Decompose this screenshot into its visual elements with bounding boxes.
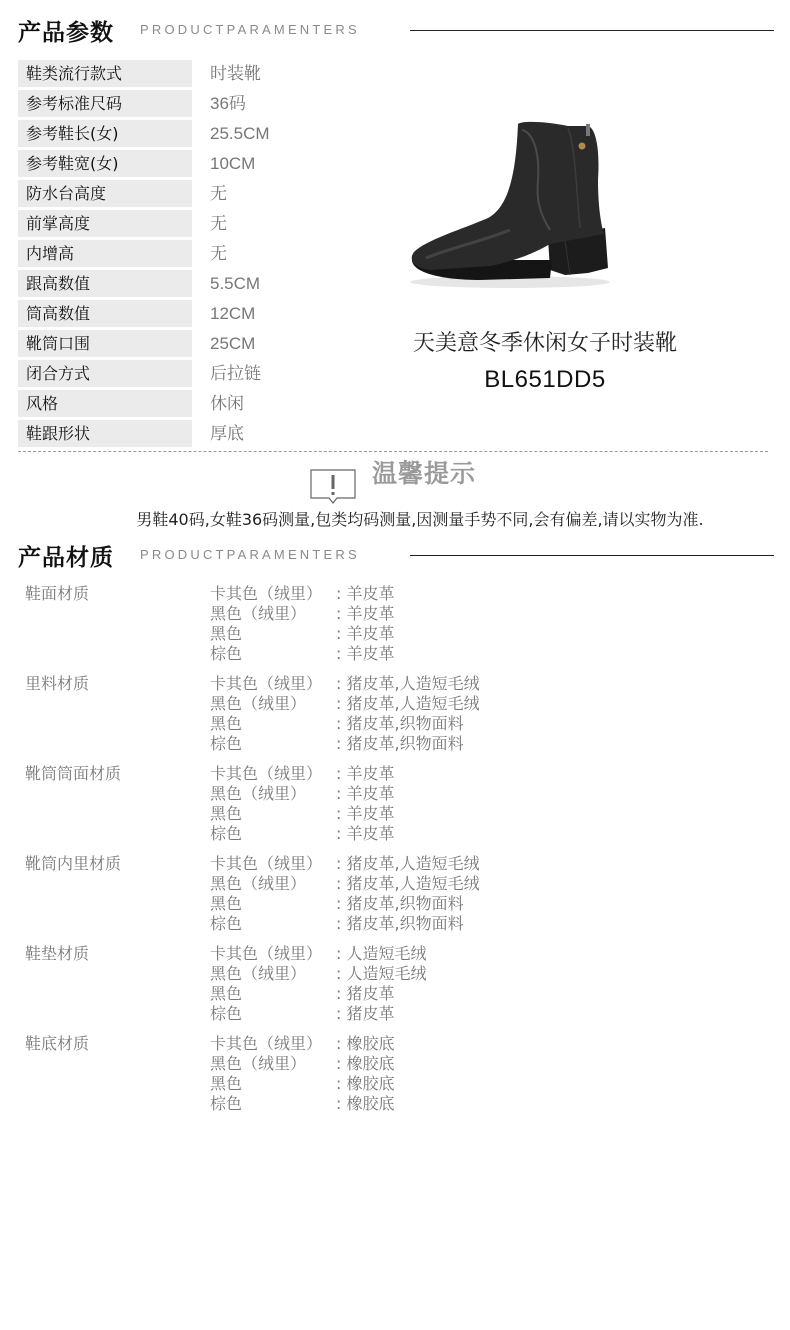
param-value: 厚底 — [210, 424, 244, 443]
params-section-header — [0, 8, 790, 48]
material-group — [0, 944, 790, 1032]
material-value: : 羊皮革 — [336, 644, 395, 663]
materials-section-subtitle: PRODUCTPARAMENTERS — [140, 547, 360, 562]
param-value: 25.5CM — [210, 124, 270, 143]
material-value: : 猪皮革,织物面料 — [336, 734, 464, 753]
params-section-subtitle: PRODUCTPARAMENTERS — [140, 22, 360, 37]
product-name: 天美意冬季休闲女子时装靴 — [412, 331, 677, 356]
material-color: 黑色（绒里） — [210, 784, 307, 803]
param-label: 防水台高度 — [18, 180, 192, 207]
material-color: 黑色 — [210, 1074, 243, 1093]
material-color: 黑色 — [210, 714, 243, 733]
material-color: 卡其色（绒里） — [210, 1034, 323, 1053]
param-label: 闭合方式 — [18, 360, 192, 387]
param-row — [18, 270, 338, 300]
material-group — [0, 1034, 790, 1122]
param-value: 休闲 — [210, 394, 244, 413]
material-color: 棕色 — [210, 824, 243, 843]
materials-section-title: 产品材质 — [18, 545, 114, 571]
param-row — [18, 390, 338, 420]
param-row — [18, 420, 338, 450]
param-value: 36码 — [210, 94, 246, 113]
material-color: 黑色（绒里） — [210, 874, 307, 893]
materials-section-divider — [410, 555, 774, 556]
material-color: 棕色 — [210, 914, 243, 933]
material-group — [0, 584, 790, 672]
material-value: : 猪皮革 — [336, 984, 395, 1003]
notice-alert-icon — [310, 468, 356, 506]
material-color: 卡其色（绒里） — [210, 674, 323, 693]
material-color: 黑色（绒里） — [210, 964, 307, 983]
param-label: 筒高数值 — [18, 300, 192, 327]
material-value: : 羊皮革 — [336, 804, 395, 823]
material-color: 棕色 — [210, 1004, 243, 1023]
material-color: 卡其色（绒里） — [210, 584, 323, 603]
param-label: 跟高数值 — [18, 270, 192, 297]
material-group — [0, 764, 790, 852]
material-label: 鞋面材质 — [25, 584, 90, 603]
param-row — [18, 210, 338, 240]
material-color: 卡其色（绒里） — [210, 764, 323, 783]
material-value: : 橡胶底 — [336, 1054, 395, 1073]
material-color: 黑色 — [210, 804, 243, 823]
param-row — [18, 330, 338, 360]
param-row — [18, 360, 338, 390]
param-label: 内增高 — [18, 240, 192, 267]
boot-illustration — [400, 110, 620, 295]
material-value: : 橡胶底 — [336, 1034, 395, 1053]
material-value: : 人造短毛绒 — [336, 964, 427, 983]
material-label: 鞋垫材质 — [25, 944, 90, 963]
param-value: 12CM — [210, 304, 256, 323]
param-label: 前掌高度 — [18, 210, 192, 237]
param-row — [18, 60, 338, 90]
param-label: 参考标准尺码 — [18, 90, 192, 117]
param-row — [18, 300, 338, 330]
notice-title: 温馨提示 — [372, 459, 477, 488]
material-color: 黑色（绒里） — [210, 604, 307, 623]
params-table — [18, 60, 338, 450]
material-value: : 人造短毛绒 — [336, 944, 427, 963]
material-value: : 猪皮革 — [336, 1004, 395, 1023]
material-color: 黑色（绒里） — [210, 694, 307, 713]
material-color: 卡其色（绒里） — [210, 854, 323, 873]
param-row — [18, 120, 338, 150]
material-color: 卡其色（绒里） — [210, 944, 323, 963]
param-label: 靴筒口围 — [18, 330, 192, 357]
param-label: 参考鞋长(女) — [18, 120, 192, 147]
material-label: 靴筒内里材质 — [25, 854, 122, 873]
material-color: 黑色 — [210, 624, 243, 643]
params-section-title: 产品参数 — [18, 20, 114, 46]
param-label: 参考鞋宽(女) — [18, 150, 192, 177]
param-label: 鞋跟形状 — [18, 420, 192, 447]
param-label: 鞋类流行款式 — [18, 60, 192, 87]
material-value: : 猪皮革,织物面料 — [336, 914, 464, 933]
material-value: : 猪皮革,人造短毛绒 — [336, 694, 480, 713]
material-color: 棕色 — [210, 1094, 243, 1113]
material-value: : 猪皮革,人造短毛绒 — [336, 854, 480, 873]
param-value: 25CM — [210, 334, 256, 353]
material-label: 里料材质 — [25, 674, 90, 693]
param-row — [18, 90, 338, 120]
material-color: 黑色 — [210, 984, 243, 1003]
param-value: 无 — [210, 214, 227, 233]
material-group — [0, 674, 790, 762]
param-row — [18, 180, 338, 210]
material-color: 棕色 — [210, 734, 243, 753]
material-value: : 猪皮革,人造短毛绒 — [336, 674, 480, 693]
material-value: : 羊皮革 — [336, 584, 395, 603]
materials-section-header — [0, 533, 790, 573]
param-row — [18, 150, 338, 180]
material-color: 黑色 — [210, 894, 243, 913]
param-value: 无 — [210, 244, 227, 263]
param-value: 无 — [210, 184, 227, 203]
material-value: : 羊皮革 — [336, 764, 395, 783]
material-value: : 橡胶底 — [336, 1094, 395, 1113]
param-value: 后拉链 — [210, 364, 261, 383]
material-value: : 羊皮革 — [336, 604, 395, 623]
material-color: 黑色（绒里） — [210, 1054, 307, 1073]
material-label: 靴筒筒面材质 — [25, 764, 122, 783]
param-value: 10CM — [210, 154, 256, 173]
material-value: : 羊皮革 — [336, 624, 395, 643]
material-value: : 猪皮革,人造短毛绒 — [336, 874, 480, 893]
notice-dashed-divider — [18, 451, 768, 452]
product-code: BL651DD5 — [484, 366, 606, 393]
param-row — [18, 240, 338, 270]
material-value: : 羊皮革 — [336, 824, 395, 843]
material-label: 鞋底材质 — [25, 1034, 90, 1053]
notice-text: 男鞋40码,女鞋36码测量,包类均码测量,因测量手势不同,会有偏差,请以实物为准. — [136, 510, 704, 529]
material-group — [0, 854, 790, 942]
material-value: : 猪皮革,织物面料 — [336, 894, 464, 913]
param-label: 风格 — [18, 390, 192, 417]
material-color: 棕色 — [210, 644, 243, 663]
params-section-divider — [410, 30, 774, 31]
product-image — [400, 110, 620, 295]
material-value: : 橡胶底 — [336, 1074, 395, 1093]
material-value: : 羊皮革 — [336, 784, 395, 803]
material-value: : 猪皮革,织物面料 — [336, 714, 464, 733]
param-value: 5.5CM — [210, 274, 261, 293]
param-value: 时装靴 — [210, 64, 261, 83]
